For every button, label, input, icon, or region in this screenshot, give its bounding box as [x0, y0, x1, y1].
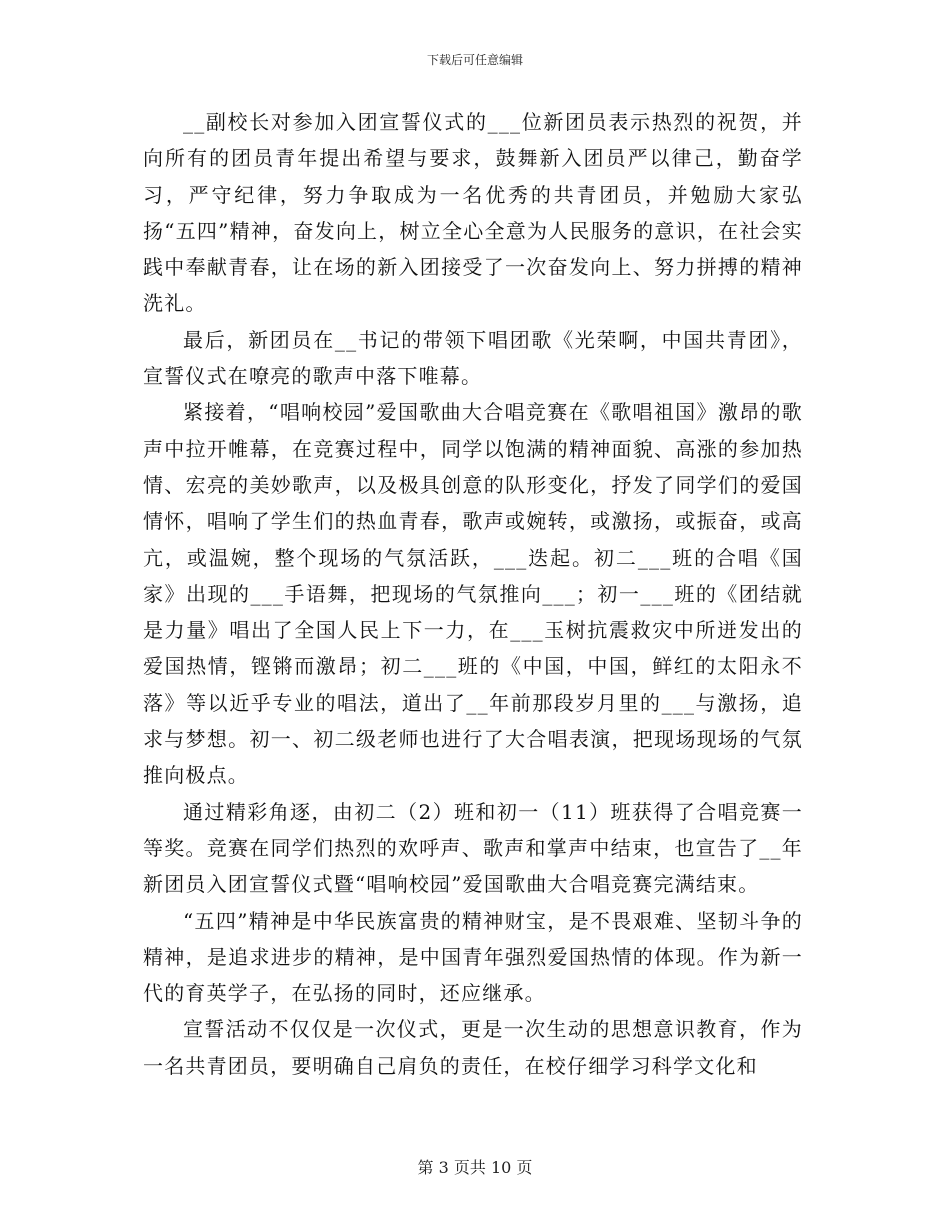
- paragraph-2: 最后，新团员在__书记的带领下唱团歌《光荣啊，中国共青团》，宣誓仪式在嘹亮的歌声中落下唯幕。: [143, 327, 803, 389]
- paragraph-6: 宣誓活动不仅仅是一次仪式，更是一次生动的思想意识教育，作为一名共青团员，要明确自己肩负的责任，在校仔细学习科学文化和: [143, 1017, 803, 1078]
- page-footer: 第 3 页共 10 页: [417, 1158, 533, 1177]
- paragraph-5: “五四”精神是中华民族富贵的精神财宝，是不畏艰难、坚韧斗争的精神，是追求进步的精神，是中国青年强烈爱国热情的体现。作为新一代的育英学子，在弘扬的同时，还应继承。: [143, 908, 803, 1006]
- paragraph-1: __副校长对参加入团宣誓仪式的___位新团员表示热烈的祝贺，并向所有的团员青年提出希望与要求，鼓舞新入团员严以律己，勤奋学习，严守纪律，努力争取成为一名优秀的共青团员，并勉励大家弘扬“五四”精神，奋发向上，树立全心全意为人民服务的意识，在社会实践中奉献青春，让在场的新入团接受了一次奋发向上、努力拼搏的精神洗礼。: [143, 110, 803, 316]
- paragraph-3: 紧接着，“唱响校园”爱国歌曲大合唱竞赛在《歌唱祖国》激昂的歌声中拉开帷幕，在竞赛过程中，同学以饱满的精神面貌、高涨的参加热情、宏亮的美妙歌声，以及极具创意的队形变化，抒发了同学们的爱国情怀，唱响了学生们的热血青春，歌声或婉转，或激扬，或振奋，或高亢，或温婉，整个现场的气氛活跃，___迭起。初二___班的合唱《国家》出现的___手语舞，把现场的气氛推向___；初一___班的《团结就是力量》唱出了全国人民上下一力，在___玉树抗震救灾中所迸发出的爱国热情，铿锵而激昂；初二___班的《中国，中国，鲜红的太阳永不落》等以近乎专业的唱法，道出了__年前那段岁月里的___与激扬，追求与梦想。初一、初二级老师也进行了大合唱表演，把现场现场的气氛推向极点。: [143, 400, 803, 788]
- document-body: [143, 104, 803, 1084]
- paragraph-4: 通过精彩角逐，由初二（2）班和初一（11）班获得了合唱竞赛一等奖。竞赛在同学们热烈的欢呼声、歌声和掌声中结束，也宣告了__年新团员入团宣誓仪式暨“唱响校园”爱国歌曲大合唱竞赛完满结束。: [143, 799, 803, 897]
- page-header: 下载后可任意编辑: [426, 53, 523, 67]
